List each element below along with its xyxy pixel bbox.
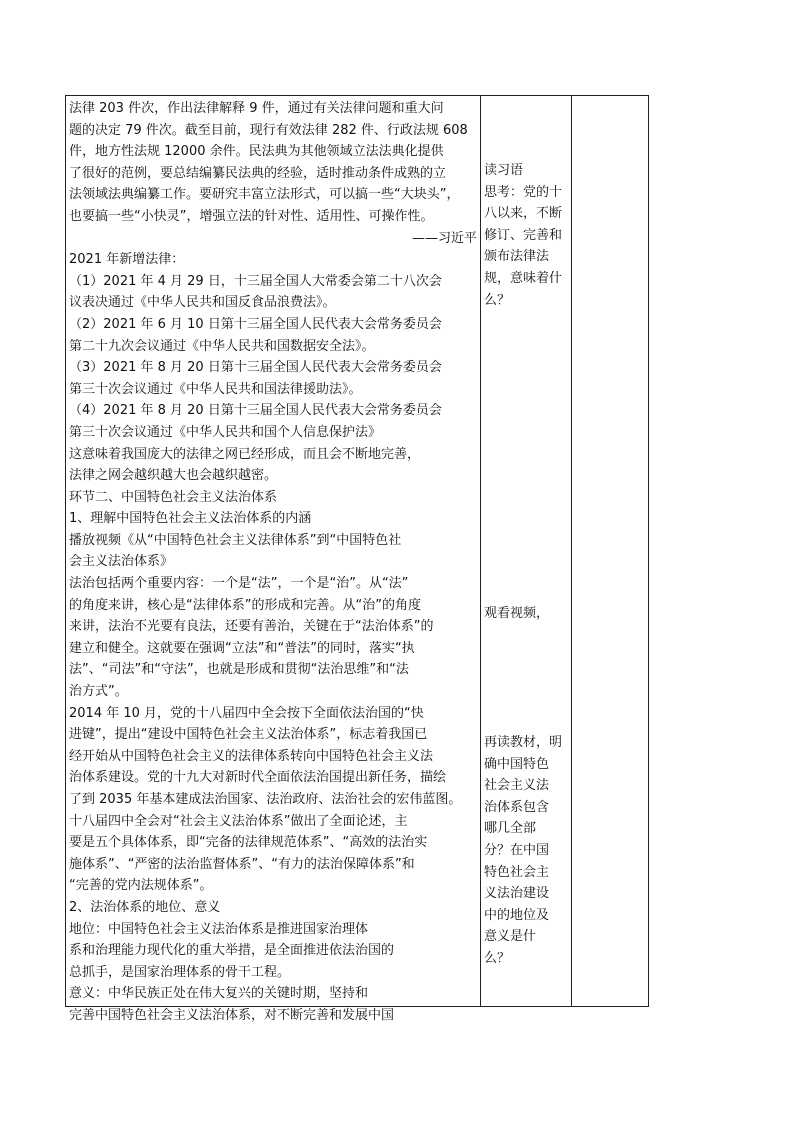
column-divider-2 (571, 96, 572, 1006)
text-line: 法”、“司法”和“守法”，也就是形成和贯彻“法治思维”和“法 (69, 662, 409, 678)
note-line: 义法治建设 (484, 886, 550, 902)
text-line: 件，地方性法规 12000 余件。民法典为其他领域立法法典化提供 (69, 144, 444, 160)
text-line: “完善的党内法规体系”。 (69, 878, 213, 894)
text-line: 十八届四中全会对“社会主义法治体系”做出了全面论述，主 (69, 813, 408, 829)
note-line: 哪几全部 (484, 821, 537, 837)
text-line: 进键”，提出“建设中国特色社会主义法治体系”，标志着我国已 (69, 727, 428, 743)
text-line: 播放视频《从“中国特色社会主义法律体系”到“中国特色社 (69, 532, 402, 548)
column-divider-1 (480, 96, 481, 1006)
text-line: 总抓手，是国家治理体系的骨干工程。 (69, 964, 291, 980)
student-activity-note-1 (484, 160, 570, 311)
student-activity-note-2 (484, 603, 570, 625)
text-line: 第二十九次会议通过《中华人民共和国数据安全法》。 (69, 338, 375, 354)
quote-attribution: ——习近平 (411, 230, 477, 246)
text-line: 第三十次会议通过《中华人民共和国法律援助法》。 (69, 381, 362, 397)
text-line: 系和治理能力现代化的重大举措，是全面推进依法治国的 (69, 943, 395, 959)
note-line: 特色社会主 (484, 864, 550, 880)
text-line: 经开始从中国特色社会主义的法律体系转向中国特色社会主义法 (69, 748, 434, 764)
note-line: 社会主义法 (484, 778, 550, 794)
note-line: 观看视频， (484, 606, 550, 621)
text-line: 治方式”。 (69, 684, 128, 700)
note-line: 规，意味着什 (484, 270, 563, 286)
note-line: 么？ (484, 950, 511, 966)
text-line: 2、法治体系的地位、意义 (69, 899, 221, 915)
note-line: 再读教材，明 (484, 735, 563, 750)
text-line: 1、理解中国特色社会主义法治体系的内涵 (69, 511, 312, 527)
text-line: 施体系”、“严密的法治监督体系”、“有力的法治保障体系”和 (69, 856, 415, 872)
text-line: 法律之网会越织越大也会越织越密。 (69, 468, 278, 484)
note-line: 么？ (484, 292, 511, 308)
text-line: 治体系建设。党的十九大对新时代全面依法治国提出新任务，描绘 (69, 770, 447, 786)
text-line: 完善中国特色社会主义法治体系，对不断完善和发展中国 (69, 1007, 395, 1023)
note-line: 颁布法律法 (484, 249, 550, 265)
text-line: 会主义法治体系》 (69, 554, 174, 570)
note-line: 八以来，不断 (484, 206, 563, 222)
note-line: 修订、完善和 (484, 227, 563, 243)
text-line: 也要搞一些“小快灵”，增强立法的针对性、适用性、可操作性。 (69, 208, 434, 224)
text-line: 法领域法典编纂工作。要研究丰富立法形式，可以搞一些“大块头”， (69, 187, 460, 203)
text-line: 法治包括两个重要内容：一个是“法”，一个是“治”。从“法” (69, 576, 409, 592)
text-line: 要是五个具体体系，即“完备的法律规范体系”、“高效的法治实 (69, 835, 428, 851)
note-line: 思考：党的十 (484, 184, 563, 200)
note-line: 读习语 (484, 163, 524, 178)
text-line: 建立和健全。这就要在强调“立法”和“普法”的同时，落实“执 (69, 640, 415, 656)
text-line: （3）2021 年 8 月 20 日第十三届全国人民代表大会常务委员会 (69, 360, 442, 376)
note-line: 中的地位及 (484, 907, 550, 923)
text-line: 的角度来讲，核心是“法律体系”的形成和完善。从“治”的角度 (69, 597, 421, 613)
text-line: 了到 2035 年基本建成法治国家、法治政府、法治社会的宏伟蓝图。 (69, 792, 462, 807)
text-line: 意义：中华民族正处在伟大复兴的关键时期，坚持和 (69, 986, 369, 1002)
text-line: （4）2021 年 8 月 20 日第十三届全国人民代表大会常务委员会 (69, 403, 442, 419)
text-line: 第三十次会议通过《中华人民共和国个人信息保护法》 (69, 424, 382, 440)
lesson-table (65, 95, 649, 1023)
text-line: 了很好的范例，要总结编纂民法典的经验，适时推动条件成熟的立 (69, 165, 447, 181)
text-line: 这意味着我国庞大的法律之网已经形成，而且会不断地完善， (69, 446, 421, 462)
text-line: 题的决定 79 件次。截至目前，现行有效法律 282 件、行政法规 608 (69, 122, 468, 138)
student-activity-note-3 (484, 732, 570, 970)
text-line: （2）2021 年 6 月 10 日第十三届全国人民代表大会常务委员会 (69, 316, 442, 332)
text-line: 地位：中国特色社会主义法治体系是推进国家治理体 (69, 921, 369, 937)
text-line: 议表决通过《中华人民共和国反食品浪费法》。 (69, 295, 336, 311)
note-line: 治体系包含 (484, 799, 550, 815)
text-line: 2014 年 10 月，党的十八届四中全会按下全面依法治国的“快 (69, 705, 424, 721)
note-line: 意义是什 (484, 929, 537, 945)
text-line: 来讲，法治不光要有良法，还要有善治，关键在于“法治体系”的 (69, 619, 434, 635)
note-line: 确中国特色 (484, 756, 550, 772)
text-line: 法律 203 件次，作出法律解释 9 件，通过有关法律问题和重大问 (69, 101, 444, 116)
note-line: 分？在中国 (484, 842, 550, 858)
text-line: （1）2021 年 4 月 29 日，十三届全国人大常委会第二十八次会 (69, 273, 442, 289)
main-content-cell (69, 98, 477, 1027)
text-line: 环节二、中国特色社会主义法治体系 (69, 489, 278, 505)
text-line: 2021 年新增法律： (69, 252, 185, 268)
